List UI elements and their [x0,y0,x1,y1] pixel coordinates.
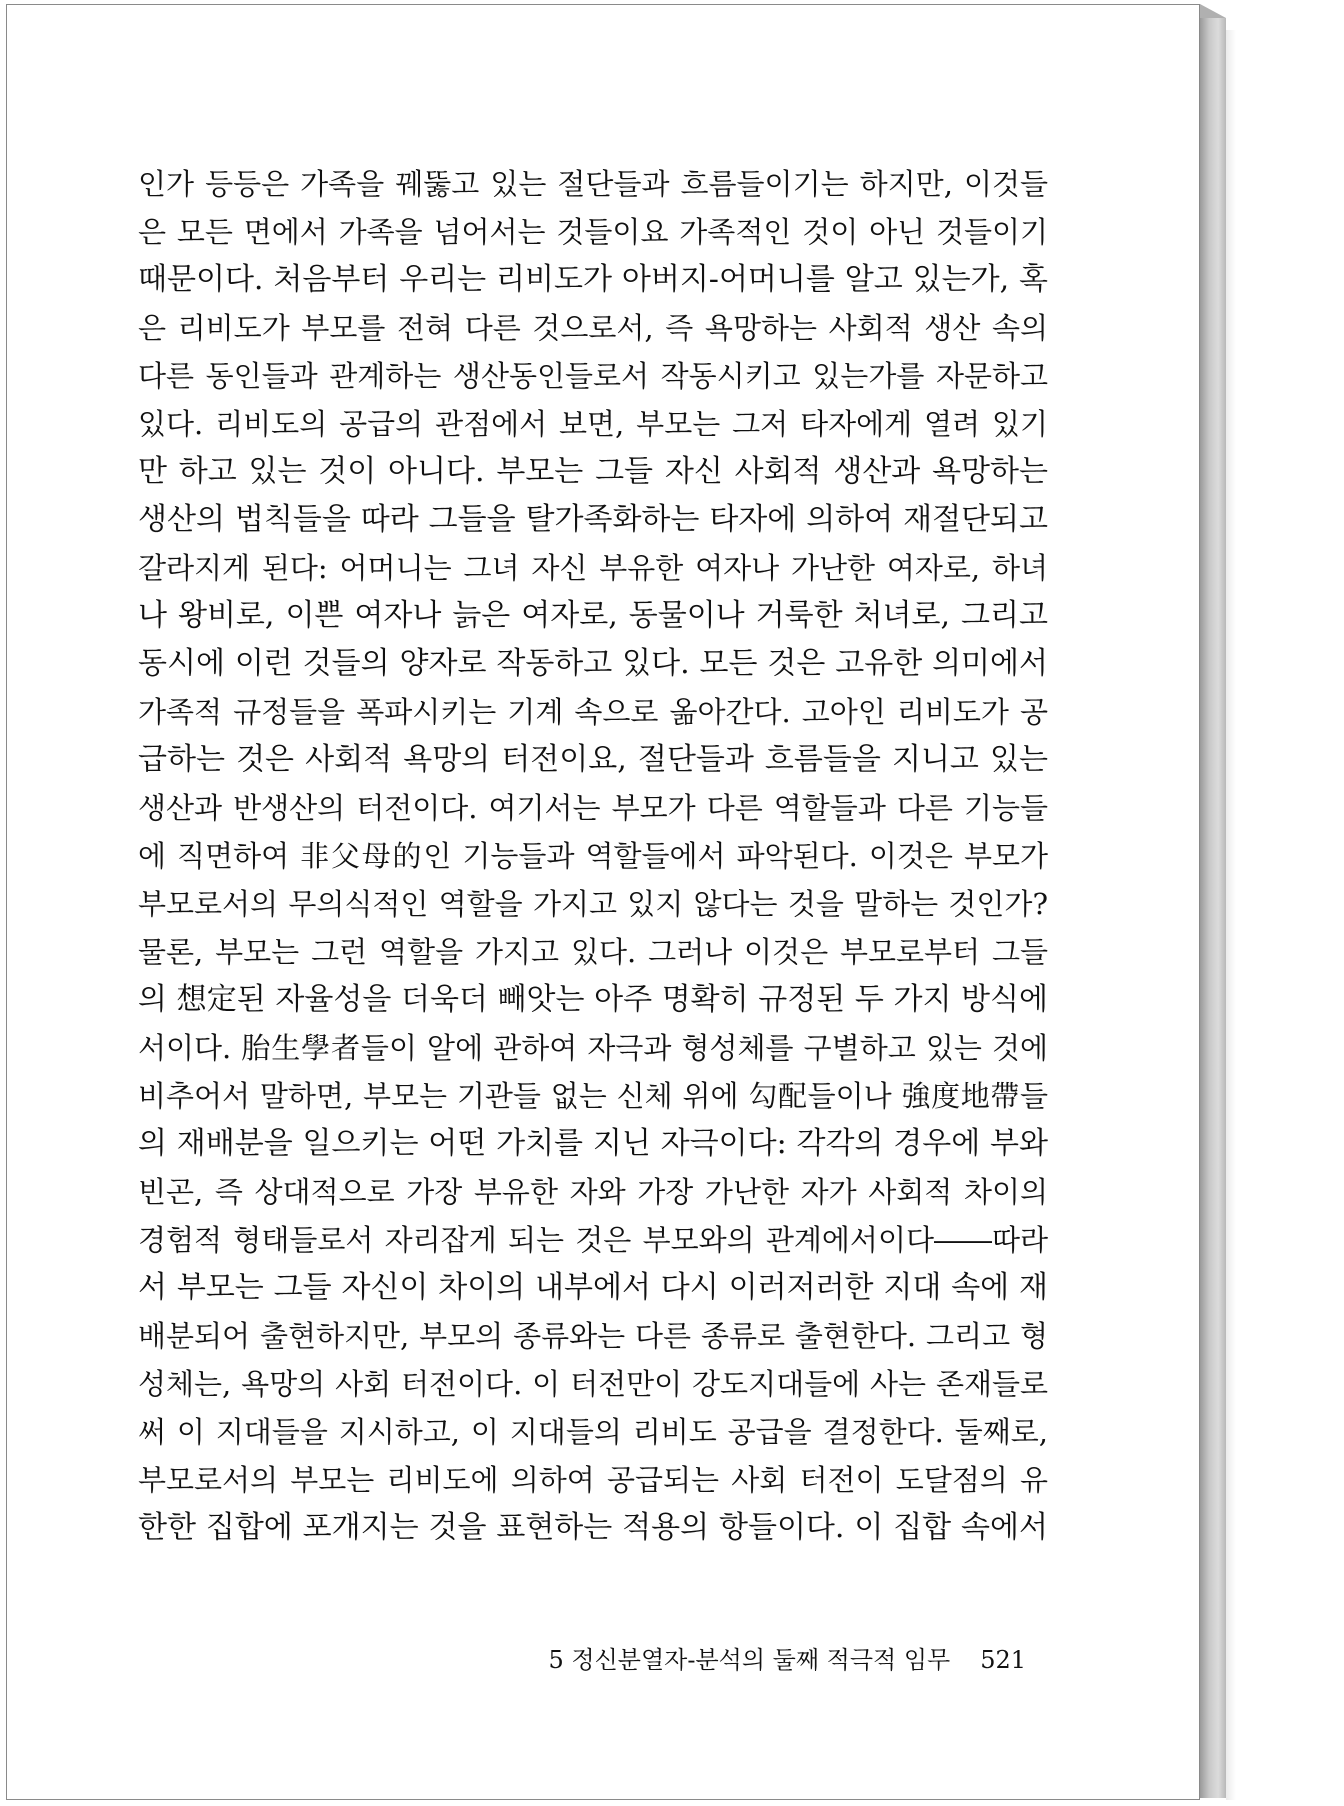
text-line: 한한 집합에 포개지는 것을 표현하는 적용의 항들이다. 이 집합 속에서 [138,1510,1048,1545]
chapter-title: 5 정신분열자-분석의 둘째 적극적 임무 [548,1646,951,1674]
page-edge [1200,18,1226,1798]
text-line: 동시에 이런 것들의 양자로 작동하고 있다. 모든 것은 고유한 의미에서 [138,646,1048,681]
text-line: 의 재배분을 일으키는 어떤 가치를 지닌 자극이다: 각각의 경우에 부와 [138,1126,1048,1161]
text-line: 에 직면하여 非父母的인 기능들과 역할들에서 파악된다. 이것은 부모가 [138,839,1048,873]
text-line: 물론, 부모는 그런 역할을 가지고 있다. 그러나 이것은 부모로부터 그들 [138,935,1048,969]
text-line: 부모로서의 부모는 리비도에 의하여 공급되는 사회 터전이 도달점의 유 [138,1463,1048,1497]
page-edge-top [1200,4,1226,18]
text-line: 부모로서의 무의식적인 역할을 가지고 있지 않다는 것을 말하는 것인가? [138,887,1048,921]
text-line: 경험적 형태들로서 자리잡게 되는 것은 부모와의 관계에서이다――따라 [138,1223,1048,1257]
body-text [138,160,1048,1552]
text-line: 나 왕비로, 이쁜 여자나 늙은 여자로, 동물이나 거룩한 처녀로, 그리고 [138,598,1048,633]
text-line: 서 부모는 그들 자신이 차이의 내부에서 다시 이러저러한 지대 속에 재 [138,1270,1048,1305]
text-line: 의 想定된 자율성을 더욱더 빼앗는 아주 명확히 규정된 두 가지 방식에 [138,982,1048,1017]
text-line: 갈라지게 된다: 어머니는 그녀 자신 부유한 여자나 가난한 여자로, 하녀 [138,551,1048,585]
text-line: 은 리비도가 부모를 전혀 다른 것으로서, 즉 욕망하는 사회적 생산 속의 [138,311,1048,345]
text-line: 가족적 규정들을 폭파시키는 기계 속으로 옮아간다. 고아인 리비도가 공 [138,695,1048,729]
text-line: 써 이 지대들을 지시하고, 이 지대들의 리비도 공급을 결정한다. 둘째로, [138,1415,1048,1449]
text-line: 배분되어 출현하지만, 부모의 종류와는 다른 종류로 출현한다. 그리고 형 [138,1319,1048,1353]
text-line: 때문이다. 처음부터 우리는 리비도가 아버지-어머니를 알고 있는가, 혹 [138,262,1048,297]
text-line: 생산의 법칙들을 따라 그들을 탈가족화하는 타자에 의하여 재절단되고 [138,502,1048,537]
text-line: 빈곤, 즉 상대적으로 가장 부유한 자와 가장 가난한 자가 사회적 차이의 [138,1175,1048,1209]
text-line: 급하는 것은 사회적 욕망의 터전이요, 절단들과 흐름들을 지니고 있는 [138,742,1048,777]
text-line: 서이다. 胎生學者들이 알에 관하여 자극과 형성체를 구별하고 있는 것에 [138,1031,1048,1065]
text-line: 다른 동인들과 관계하는 생산동인들로서 작동시키고 있는가를 자문하고 [138,359,1048,393]
text-line: 인가 등등은 가족을 꿰뚫고 있는 절단들과 흐름들이기는 하지만, 이것들 [138,167,1048,201]
page-shadow [1226,30,1236,1800]
text-line: 비추어서 말하면, 부모는 기관들 없는 신체 위에 勾配들이나 強度地帶들 [138,1079,1048,1113]
text-line: 성체는, 욕망의 사회 터전이다. 이 터전만이 강도지대들에 사는 존재들로 [138,1367,1048,1401]
text-line: 은 모든 면에서 가족을 넘어서는 것들이요 가족적인 것이 아닌 것들이기 [138,215,1048,249]
text-line: 있다. 리비도의 공급의 관점에서 보면, 부모는 그저 타자에게 열려 있기 [138,407,1048,441]
running-footer [546,1640,1026,1680]
text-line: 생산과 반생산의 터전이다. 여기서는 부모가 다른 역할들과 다른 기능들 [138,791,1048,825]
text-line: 만 하고 있는 것이 아니다. 부모는 그들 자신 사회적 생산과 욕망하는 [138,454,1048,489]
page-number: 521 [980,1646,1026,1674]
